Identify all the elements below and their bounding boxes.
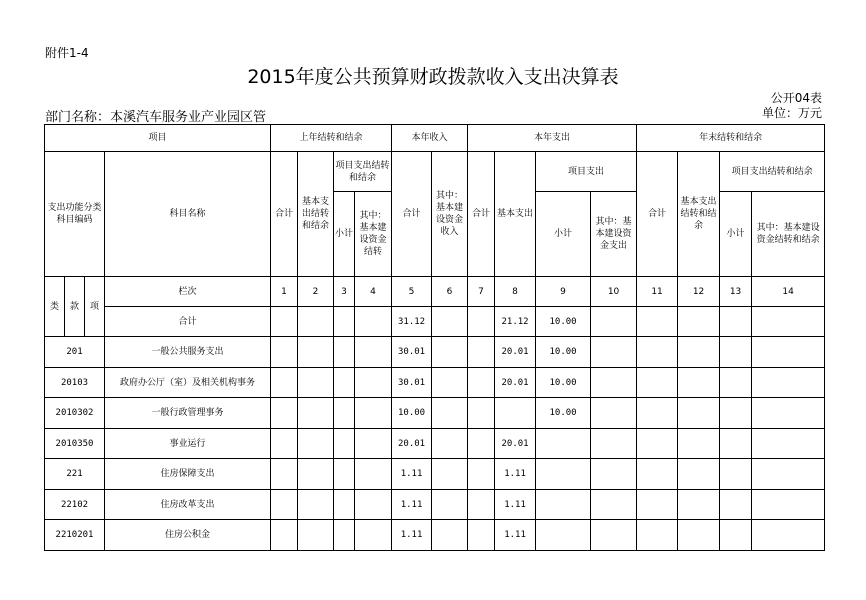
total-project-subtotal: 10.00 [536,307,591,337]
row-project-subtotal: 10.00 [536,337,591,368]
row-expense: 1.11 [495,459,536,490]
row-project-subtotal [536,459,591,490]
row-expense [495,398,536,429]
col-num: 4 [355,277,392,307]
table-row [45,490,825,520]
header-lei: 类 [45,277,65,337]
row-income: 1.11 [392,490,432,520]
col-num: 1 [271,277,298,307]
header-item: 项目 [45,125,271,152]
attachment-label: 附件1-4 [45,46,89,60]
row-project-subtotal [536,490,591,520]
header-prev-basic: 基本支出结转和结余 [298,152,334,277]
row-project-subtotal: 10.00 [536,398,591,429]
header-expense-subtotal: 小计 [536,192,591,277]
row-subject: 住房改革支出 [105,490,271,520]
row-code: 2210201 [45,520,105,551]
row-expense: 20.01 [495,337,536,368]
header-end-construction: 其中：基本建设资金结转和结余 [752,192,825,277]
form-number: 公开04表 [770,91,822,105]
col-num: 8 [495,277,536,307]
row-income: 30.01 [392,368,432,398]
total-income: 31.12 [392,307,432,337]
row-subject: 事业运行 [105,429,271,459]
header-end-project: 项目支出结转和结余 [720,152,825,192]
row-subject: 政府办公厅（室）及相关机构事务 [105,368,271,398]
row-code: 221 [45,459,105,490]
row-income: 1.11 [392,459,432,490]
row-project-subtotal: 10.00 [536,368,591,398]
row-code: 2010302 [45,398,105,429]
page-title: 2015年度公共预算财政拨款收入支出决算表 [247,66,619,88]
header-expense-basic: 基本支出 [495,152,536,277]
row-expense: 20.01 [495,368,536,398]
header-income-construction: 其中：基本建设资金收入 [432,152,468,277]
row-code: 22102 [45,490,105,520]
row-subject: 住房公积金 [105,520,271,551]
header-xiang: 项 [85,277,105,337]
row-code: 201 [45,337,105,368]
header-end-balance: 年末结转和结余 [637,125,825,152]
header-end-basic: 基本支出结转和结余 [678,152,720,277]
table-row [45,368,825,398]
header-row-1 [45,125,825,152]
row-project-subtotal [536,520,591,551]
column-index-label: 栏次 [105,277,271,307]
header-row-2 [45,152,825,192]
col-num: 3 [334,277,355,307]
row-subject: 一般行政管理事务 [105,398,271,429]
header-func-code: 支出功能分类科目编码 [45,152,105,277]
row-subject: 住房保障支出 [105,459,271,490]
row-income: 1.11 [392,520,432,551]
header-prev-total: 合计 [271,152,298,277]
total-row [45,307,825,337]
col-num: 7 [468,277,495,307]
header-end-subtotal: 小计 [720,192,752,277]
col-num: 14 [752,277,825,307]
col-num: 13 [720,277,752,307]
row-code: 2010350 [45,429,105,459]
header-income: 本年收入 [392,125,468,152]
col-num: 9 [536,277,591,307]
total-expense: 21.12 [495,307,536,337]
header-prev-project: 项目支出结转和结余 [334,152,392,192]
col-num: 6 [432,277,468,307]
header-expense-total: 合计 [468,152,495,277]
header-income-total: 合计 [392,152,432,277]
header-expense: 本年支出 [468,125,637,152]
col-num: 11 [637,277,678,307]
header-subject-name: 科目名称 [105,152,271,277]
row-expense: 1.11 [495,490,536,520]
row-income: 10.00 [392,398,432,429]
col-num: 12 [678,277,720,307]
row-income: 20.01 [392,429,432,459]
header-prev-subtotal: 小计 [334,192,355,277]
table-row [45,459,825,490]
table-row [45,520,825,551]
header-expense-project: 项目支出 [536,152,637,192]
department-name: 部门名称：本溪汽车服务业产业园区管 [45,110,267,125]
row-income: 30.01 [392,337,432,368]
header-prev-balance: 上年结转和结余 [271,125,392,152]
header-end-total: 合计 [637,152,678,277]
total-label: 合计 [105,307,271,337]
row-subject: 一般公共服务支出 [105,337,271,368]
header-prev-construction: 其中：基本建设资金结转 [355,192,392,277]
row-expense: 1.11 [495,520,536,551]
table-row [45,398,825,429]
col-num: 2 [298,277,334,307]
budget-table [44,124,825,551]
header-expense-construction: 其中：基本建设资金支出 [591,192,637,277]
col-num: 10 [591,277,637,307]
unit-label: 单位：万元 [761,106,822,120]
column-index-row [45,277,825,307]
table-row [45,337,825,368]
row-code: 20103 [45,368,105,398]
row-project-subtotal [536,429,591,459]
header-kuan: 款 [65,277,85,337]
row-expense: 20.01 [495,429,536,459]
col-num: 5 [392,277,432,307]
table-row [45,429,825,459]
